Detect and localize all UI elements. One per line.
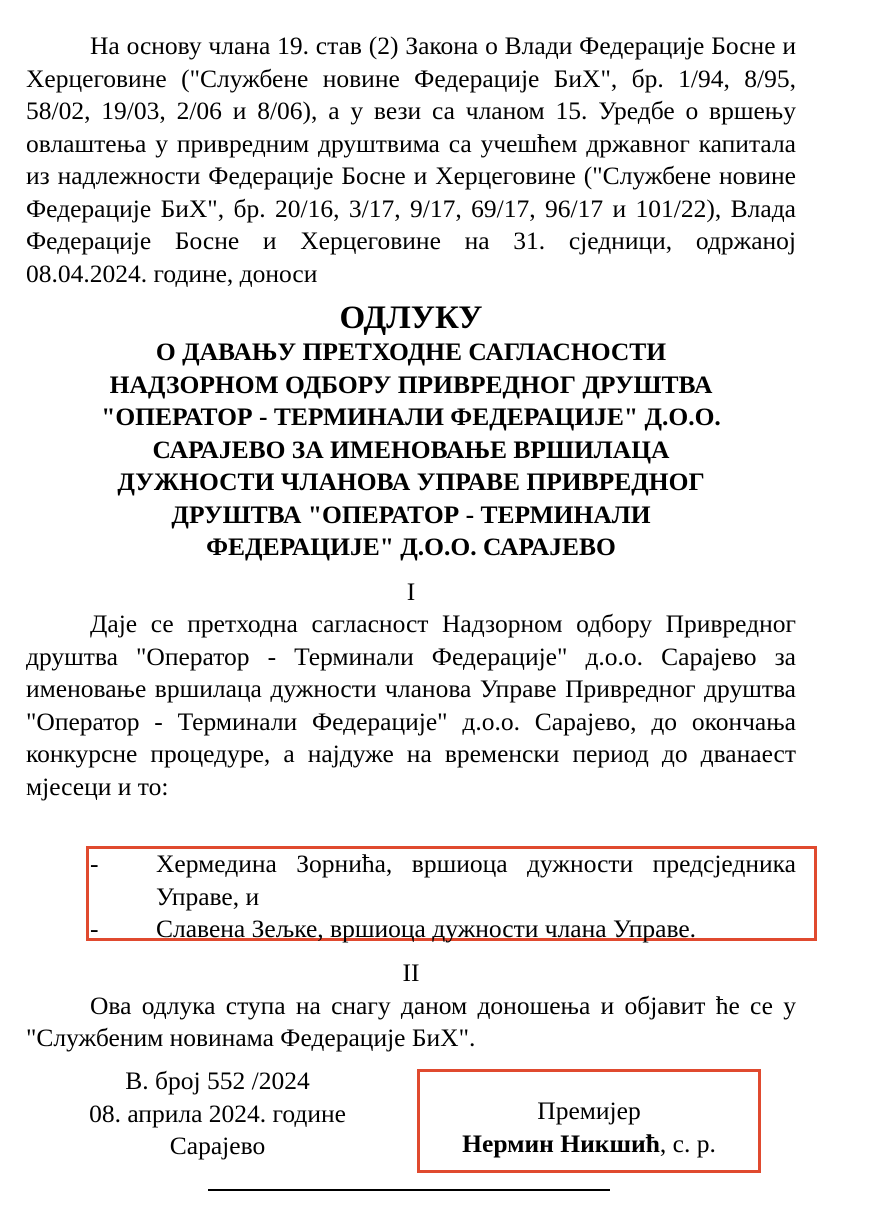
section-number-2: II <box>402 958 420 987</box>
reference-number: В. број 552 /2024 <box>125 1066 310 1095</box>
signatory-line <box>417 1128 761 1161</box>
list-dash: - <box>90 849 99 878</box>
list-item <box>26 913 796 946</box>
list-item <box>26 848 796 913</box>
title-sub-line: ДРУШТВА "ОПЕРАТОР - ТЕРМИНАЛИ <box>171 499 651 529</box>
signature-block <box>417 1095 761 1160</box>
horizontal-rule <box>208 1189 610 1191</box>
section-1-paragraph: Даје се претходна сагласност Надзорном одбору Привредног друштва "Оператор - Терминали Федерације" д.о.о. Сарајево за именовање вршилаца дужности чланова Управе Привредног друштва "Оператор - Терминали Федерације" д.о.о. Сарајево, до окончања конкурсне процедуре, а најдуже на временски период до дванаест мјесеци и то: <box>26 609 796 801</box>
section-2 <box>26 957 796 1055</box>
reference-place: Сарајево <box>169 1131 266 1160</box>
reference-date: 08. априла 2024. године <box>89 1098 346 1128</box>
section-number-1: I <box>406 576 416 606</box>
list-dash: - <box>90 914 99 943</box>
title-sub-line: ДУЖНОСТИ ЧЛАНОВА УПРАВЕ ПРИВРЕДНОГ <box>117 467 705 496</box>
list-item-text: Славена Зељке, вршиоца дужности члана Управе. <box>156 914 697 943</box>
title-sub-line: О ДАВАЊУ ПРЕТХОДНЕ САГЛАСНОСТИ <box>155 337 667 366</box>
decision-title <box>26 300 796 564</box>
reference-block <box>40 1065 395 1163</box>
title-main: ОДЛУКУ <box>339 300 483 336</box>
title-sub-line: ФЕДЕРАЦИЈЕ" Д.О.О. САРАЈЕВО <box>206 532 616 561</box>
list-item-text: Хермедина Зорнића, вршиоца дужности предсједника Управе, и <box>156 849 796 911</box>
title-sub-line: САРАЈЕВО ЗА ИМЕНОВАЊЕ ВРШИЛАЦА <box>152 434 670 464</box>
title-sub-line: "ОПЕРАТОР - ТЕРМИНАЛИ ФЕДЕРАЦИЈЕ" Д.О.О. <box>101 402 721 431</box>
title-sub-line: НАДЗОРНОМ ОДБОРУ ПРИВРЕДНОГ ДРУШТВА <box>109 369 713 399</box>
signatory-role: Премијер <box>537 1096 641 1125</box>
section-2-paragraph: Ова одлука ступа на снагу даном доношења и објавит ће се у "Службеним новинама Федерације БиХ". <box>26 990 796 1052</box>
signatory-name: Нермин Никшић <box>462 1128 660 1158</box>
document-page <box>26 30 796 803</box>
preamble-paragraph: На основу члана 19. став (2) Закона о Влади Федерације Босне и Херцеговине ("Службене новине Федерације БиХ", бр. 1/94, 8/95, 58/02, 19/03, 2/06 и 8/06), а у вези са чланом 15. Уредбе о вршењу овлаштења у привредним друштвима са учешћем државног капитала из надлежности Федерације Босне и Херцеговине ("Службене новине Федерације БиХ", бр. 20/16, 3/17, 9/17, 69/17, 96/17 и 101/22), Влада Федерације Босне и Херцеговине на 31. сједници, одржаној 08.04.2024. године, доноси <box>26 31 796 288</box>
signatory-suffix: , с. р. <box>659 1128 716 1158</box>
appointee-list <box>26 848 796 946</box>
